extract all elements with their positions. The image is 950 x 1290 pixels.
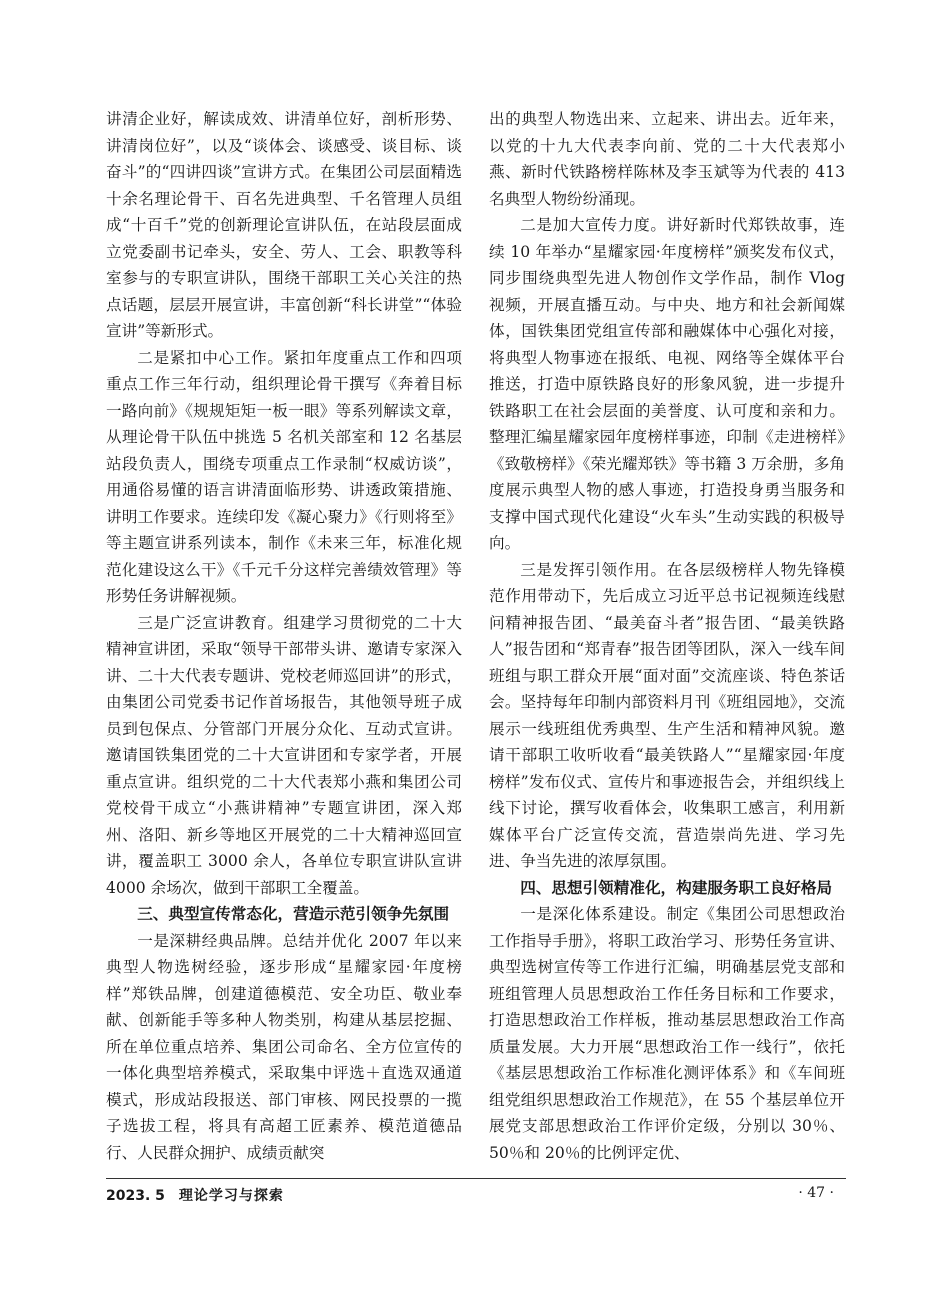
paragraph: 讲清企业好，解读成效、讲清单位好，剖析形势、讲清岗位好”，以及“谈体会、谈感受、谈目标、谈奋斗”的“四讲四谈”宣讲方式。在集团公司层面精选十余名理论骨干、百名先进典型、千名管理人员组成“十百千”党的创新理论宣讲队伍，在站段层面成立党委副书记牵头，安全、劳人、工会、职教等科室参与的专职宣讲队，围绕干部职工关心关注的热点话题，层层开展宣讲，丰富创新“科长讲堂”“体验宣讲”等新形式。 [106, 110, 462, 340]
footer-journal-info [106, 1185, 284, 1205]
paragraph: 出的典型人物选出来、立起来、讲出去。近年来，以党的十九大代表李向前、党的二十大代表郑小燕、新时代铁路榜样陈林及李玉斌等为代表的 413 名典型人物纷纷涌现。 [489, 110, 845, 208]
left-column [106, 106, 462, 1166]
paragraph: 二是紧扣中心工作。紧扣年度重点工作和四项重点工作三年行动，组织理论骨干撰写《奔着目标一路向前》《规规矩矩一板一眼》等系列解读文章，从理论骨干队伍中挑选 5 名机关部室和 12 名基层站段负责人，围绕专项重点工作录制“权威访谈”，用通俗易懂的语言讲清面临形势、讲透政策措施、讲明工作要求。连续印发《凝心聚力》《行则将至》等主题宣讲系列读本，制作《未来三年，标准化规范化建设这么干》《千元千分这样完善绩效管理》等形势任务讲解视频。 [106, 348, 462, 605]
section-heading: 四、思想引领精准化，构建服务职工良好格局 [520, 878, 833, 897]
section-heading: 三、典型宣传常态化，营造示范引领争先氛围 [137, 905, 450, 923]
paragraph: 三是发挥引领作用。在各层级榜样人物先锋模范作用带动下，先后成立习近平总书记视频连线慰问精神报告团、“最美奋斗者”报告团、“最美铁路人”报告团和“郑青春”报告团等团队，深入一线车间班组与职工群众开展“面对面”交流座谈、特色茶话会。坚持每年印制内部资料月刊《班组园地》，交流展示一线班组优秀典型、生产生活和精神风貌。邀请干部职工收听收看“最美铁路人”“星耀家园·年度榜样”发布仪式、宣传片和事迹报告会，并组织线上线下讨论，撰写收看体会，收集职工感言，利用新媒体平台广泛宣传交流，营造崇尚先进、学习先进、争当先进的浓厚氛围。 [489, 560, 845, 870]
paragraph: 一是深化体系建设。制定《集团公司思想政治工作指导手册》，将职工政治学习、形势任务宣讲、典型选树宣传等工作进行汇编，明确基层党支部和班组管理人员思想政治工作任务目标和工作要求，打造思想政治工作样板，推动基层思想政治工作高质量发展。大力开展“思想政治工作一线行”，依托《基层思想政治工作标准化测评体系》和《车间班组党组织思想政治工作规范》，在 55 个基层单位开展党支部思想政治工作评价定级，分别以 30％、50％和 20％的比例评定优、 [489, 905, 845, 1162]
right-column [489, 106, 845, 1166]
paragraph: 二是加大宣传力度。讲好新时代郑铁故事，连续 10 年举办“星耀家园·年度榜样”颁奖发布仪式，同步围绕典型先进人物创作文学作品，制作 Vlog 视频，开展直播互动。与中央、地方和社会新闻媒体，国铁集团党组宣传部和融媒体中心强化对接，将典型人物事迹在报纸、电视、网络等全媒体平台推送，打造中原铁路良好的形象风貌，进一步提升铁路职工在社会层面的美誉度、认可度和亲和力。整理汇编星耀家园年度榜样事迹，印制《走进榜样》《致敬榜样》《荣光耀郑铁》等书籍 3 万余册，多角度展示典型人物的感人事迹，打造投身勇当服务和支撑中国式现代化建设“火车头”生动实践的积极导向。 [489, 216, 845, 552]
issue-number: 2023. 5 [106, 1188, 165, 1204]
page-footer [106, 1178, 846, 1209]
paragraph: 三是广泛宣讲教育。组建学习贯彻党的二十大精神宣讲团，采取“领导干部带头讲、邀请专家深入讲、二十大代表专题讲、党校老师巡回讲”的形式，由集团公司党委书记作首场报告，其他领导班子成员到包保点、分管部门开展分众化、互动式宣讲。邀请国铁集团党的二十大宣讲团和专家学者，开展重点宣讲。组织党的二十大代表郑小燕和集团公司党校骨干成立“小燕讲精神”专题宣讲团，深入郑州、洛阳、新乡等地区开展党的二十大精神巡回宣讲，覆盖职工 3000 余人，各单位专职宣讲队宣讲 4000 余场次，做到干部职工全覆盖。 [106, 613, 462, 897]
page-number: · 47 · [798, 1185, 834, 1201]
journal-title: 理论学习与探索 [178, 1188, 284, 1204]
paragraph: 一是深耕经典品牌。总结并优化 2007 年以来典型人物选树经验，逐步形成“星耀家园·年度榜样”郑铁品牌，创建道德模范、安全功臣、敬业奉献、创新能手等多种人物类别，构建从基层挖掘、所在单位重点培养、集团公司命名、全方位宣传的一体化典型培养模式，采取集中评选＋直选双通道模式，形成站段报送、部门审核、网民投票的一揽子选拔工程，将具有高超工匠素养、模范道德品行、人民群众拥护、成绩贡献突 [106, 931, 462, 1162]
